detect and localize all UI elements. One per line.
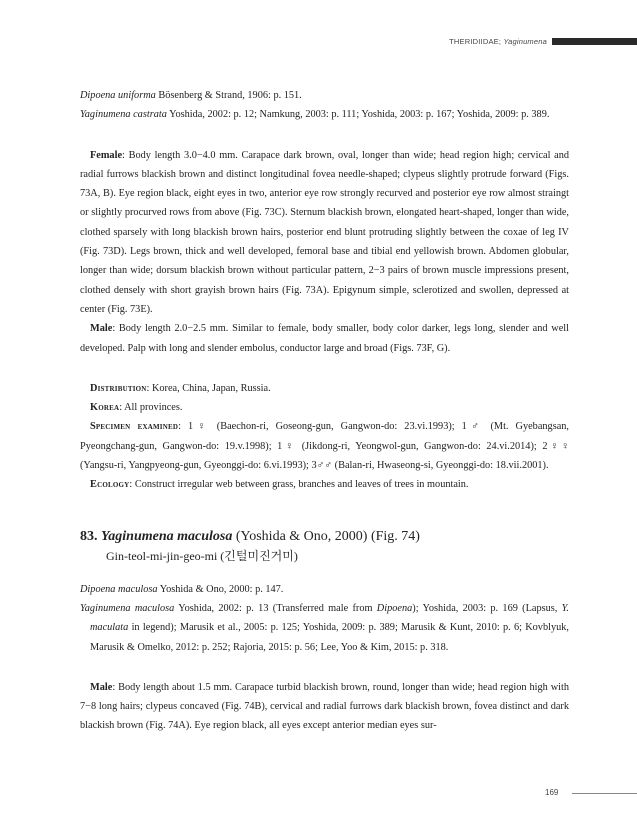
page-number: 169 (545, 788, 559, 797)
species-heading (80, 527, 569, 547)
running-header (0, 37, 637, 49)
synonym-ref: Yoshida, 2002: p. 12; Namkung, 2003: p. 111; Yoshida, 2003: p. 167; Yoshida, 2009: p. 389. (166, 109, 550, 121)
synonym-entry (80, 580, 569, 599)
distribution-text: : Korea, China, Japan, Russia. (146, 382, 271, 394)
synonym-taxon: Dipoena maculosa (80, 583, 158, 595)
synonym-ref: in legend); Marusik et al., 2005: p. 125; Yoshida, 2009: p. 389; Marusik & Kunt, 2010: p. 6; Kovblyuk, Marusik & Omelko, 2012: p. 252; Rajoria, 2015: p. 56; Lee, Yoo & Kim, 2015: p. 318. (90, 622, 569, 653)
synonym-ref: Yoshida, 2002: p. 13 (Transferred male from (174, 602, 377, 614)
male-text: : Body length 2.0−2.5 mm. Similar to female, body smaller, body color darker, legs long, slender and well developed. Palp with long and slender embolus, conductor large and broad (Figs. 73F, G). (80, 323, 569, 354)
species-number: 83. (80, 528, 98, 544)
specimens-label: Specimen examined (90, 421, 179, 433)
korean-name: Gin-teol-mi-jin-geo-mi (긴털미진거미) (106, 548, 298, 563)
male-description (80, 678, 569, 736)
synonym-entry (80, 599, 569, 657)
distribution (80, 379, 569, 398)
species-name: Yaginumena maculosa (101, 528, 233, 544)
korea-distribution (80, 398, 569, 417)
ecology-text: : Construct irregular web between grass, branches and leaves of trees in mountain. (129, 479, 469, 491)
synonym-taxon: Dipoena uniforma (80, 90, 156, 101)
synonym-ref: Yoshida & Ono, 2000: p. 147. (157, 583, 284, 595)
synonym-genus: Dipoena (376, 602, 413, 614)
synonym-lapsus: Y. maculata (90, 602, 569, 634)
synonym-ref: Bösenberg & Strand, 1906: p. 151. (155, 90, 302, 101)
male-label: Male (90, 323, 113, 335)
synonym-entry (80, 86, 569, 105)
page-body (80, 86, 569, 736)
ecology-label: Ecology (90, 479, 130, 491)
male-text: : Body length about 1.5 mm. Carapace turbid blackish brown, round, longer than wide; head region high with 7−8 long hairs; clypeus concaved (Fig. 74B), cervical and radial furrows dark blackish brown, fovea distinct and dark blackish brown (Fig. 74A). Eye region black, all eyes except anterior median eyes sur- (80, 681, 569, 732)
distribution-label: Distribution (90, 382, 147, 394)
korea-text: : All provinces. (119, 402, 183, 414)
specimens-examined (80, 417, 569, 475)
korea-label: Korea (90, 402, 120, 414)
header-genus: Yaginumena (503, 37, 547, 46)
species-authority: (Yoshida & Ono, 2000) (Fig. 74) (232, 528, 420, 544)
female-description (80, 146, 569, 320)
female-label: Female (90, 149, 123, 161)
specimens-text: : 1♀ (Baechon-ri, Goseong-gun, Gangwon-do: 23.vi.1993); 1♂ (Mt. Gyebangsan, Pyeongchang-gun, Gangwon-do: 19.v.1998); 1♀ (Jikdong-ri, Yeongwol-gun, Gangwon-do: 24.vi.2014); 2♀♀ (Yangsu-ri, Yangpyeong-gun, Gyeonggi-do: 6.vi.1993); 3♂♂ (Balan-ri, Hwaseong-si, Gyeonggi-do: 18.vii.2001). (80, 421, 569, 472)
header-bar (552, 38, 637, 45)
synonym-taxon: Yaginumena castrata (80, 109, 167, 121)
male-label: Male (90, 681, 113, 693)
synonym-entry (80, 105, 569, 124)
header-text (449, 37, 547, 46)
male-description (80, 319, 569, 358)
female-text: : Body length 3.0−4.0 mm. Carapace dark brown, oval, longer than wide; head region high; cervical and radial furrows blackish brown and distinct longitudinal fovea needle-shaped; clypeus slightly protrude forward (Figs. 73A, B). Eye region black, eight eyes in two, anterior eye row strongly recurved and posterior eye row almost straingt or slightly procurved rows from above (Fig. 73C). Sternum blackish brown, elongated heart-shaped, longer than wide, clothed sparsely with long blackish brown hairs, posterior end blunt protruding slightly between the coxae of leg IV (Fig. 73D). Legs brown, thick and well developed, femoral base and tibial end yellowish brown. Abdomen globular, longer than wide; dorsum blackish brown without particular pattern, 2−3 pairs of brown muscle impressions present, clothed densely with short grayish brown hairs (Fig. 73A). Epigynum simple, sclerotized and swollen, depressed at center (Fig. 73E). (80, 149, 569, 315)
footer-rule (572, 793, 637, 794)
synonym-taxon: Yaginumena maculosa (80, 602, 175, 614)
synonym-ref: ); Yoshida, 2003: p. 169 (Lapsus, (412, 602, 562, 614)
header-family: THERIDIIDAE; (449, 37, 502, 46)
ecology (80, 475, 569, 494)
